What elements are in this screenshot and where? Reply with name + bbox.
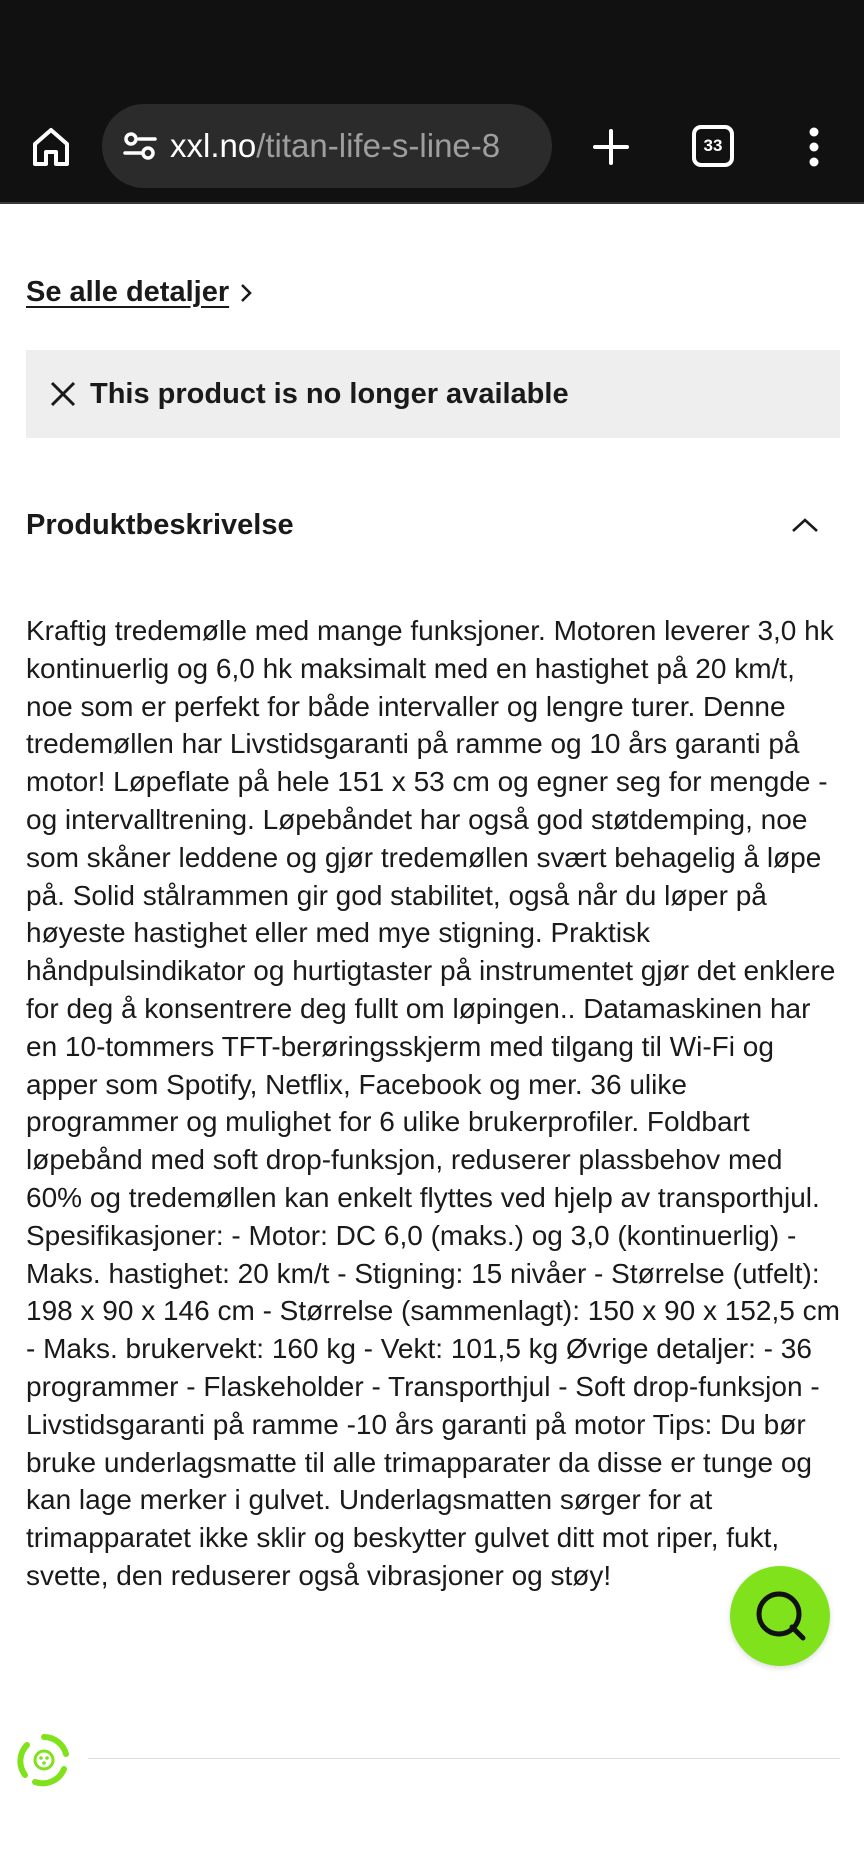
product-description-title: Produktbeskrivelse — [26, 508, 294, 541]
chevron-up-icon[interactable] — [780, 500, 830, 550]
recycle-icon — [15, 1731, 73, 1789]
new-tab-button[interactable] — [584, 120, 638, 174]
see-all-details-link[interactable] — [26, 276, 253, 309]
see-all-details-label: Se alle detaljer — [26, 276, 230, 308]
home-button[interactable] — [26, 120, 76, 174]
status-bar — [0, 0, 864, 90]
product-description-body: Kraftig tredemølle med mange funksjoner. Motoren leverer 3,0 hk kontinuerlig og 6,0 hk maksimalt med en hastighet på 20 km/t, noe som er perfekt for både intervaller og lengre turer. Denne tredemøllen har Livstidsgaranti på ramme og 10 års garanti på motor! Løpeflate på hele 151 x 53 cm og egner seg for mengde - og intervalltrening. Løpebåndet har også god støtdemping, noe som skåner leddene og gjør tredemøllen svært behagelig å løpe på. Solid stålrammen gir god stabilitet, også når du løper på høyeste hastighet eller med mye stigning. Praktisk håndpulsindikator og hurtigtaster på instrumentet gjør det enklere for deg å konsentrere deg fullt om løpingen.. Datamaskinen har en 10-tommers TFT-berøringsskjerm med tilgang til Wi-Fi og apper som Spotify, Netflix, Facebook og mer. 36 ulike programmer og mulighet for 6 ulike brukerprofiler. Foldbart løpebånd med soft drop-funksjon, reduserer plassbehov med 60% og tredemøllen kan enkelt flyttes ved hjelp av transporthjul. Spesifikasjoner: - Motor: DC 6,0 (maks.) og 3,0 (kontinuerlig) - Maks. hastighet: 20 km/t - Stigning: 15 nivåer - Størrelse (utfelt): 198 x 90 x 146 cm - Størrelse (sammenlagt): 150 x 90 x 152,5 cm - Maks. brukervekt: 160 kg - Vekt: 101,5 kg Øvrige detaljer: - 36 programmer - Flaskeholder - Transporthjul - Soft drop-funksjon - Livstidsgaranti på ramme -10 års garanti på motor Tips: Du bør bruke underlagsmatte til alle trimapparater da disse er tunge og kan lage merker i gulvet. Underlagsmatten sørger for at trimapparatet ikke sklir og beskytter gulvet ditt mot riper, fukt, svette, den reduserer også vibrasjoner og støy! — [26, 615, 840, 1591]
chat-bubble-icon — [752, 1589, 808, 1643]
unavailable-notice-text: This product is no longer available — [90, 377, 569, 410]
more-menu-button[interactable] — [796, 120, 832, 174]
plus-icon — [593, 129, 629, 165]
close-icon — [48, 379, 78, 409]
more-vert-icon — [808, 127, 820, 167]
url-host: xxl.no — [170, 127, 257, 164]
recycle-badge[interactable] — [14, 1730, 74, 1790]
tune-icon[interactable] — [120, 126, 160, 166]
tab-count: 33 — [703, 136, 723, 155]
product-description-header[interactable] — [26, 500, 840, 550]
url-path: /titan-life-s-line-8 — [256, 127, 501, 164]
browser-toolbar — [0, 90, 864, 204]
chevron-right-icon — [239, 282, 253, 304]
tab-switcher-button[interactable] — [692, 125, 734, 167]
home-icon — [31, 126, 71, 168]
address-bar[interactable] — [102, 104, 552, 188]
chat-button[interactable] — [730, 1566, 830, 1666]
unavailable-notice — [26, 350, 840, 438]
url-text[interactable] — [170, 127, 500, 165]
section-divider — [88, 1758, 840, 1759]
